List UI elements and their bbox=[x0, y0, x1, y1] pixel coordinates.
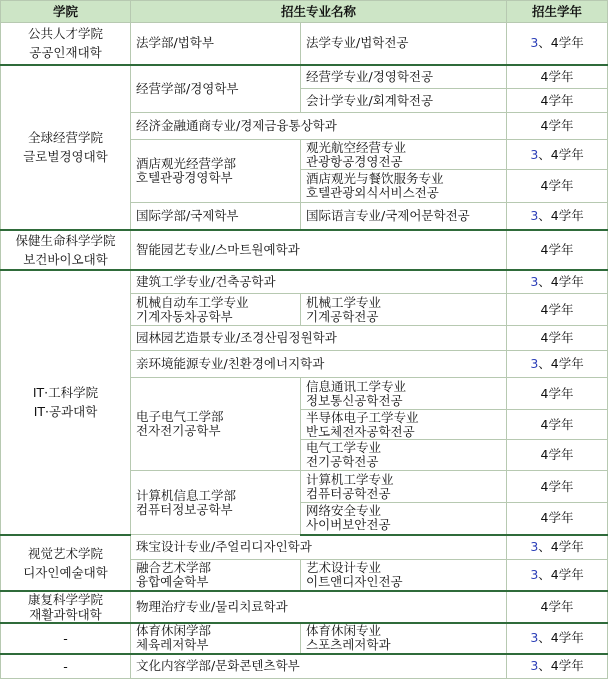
college-cell: 视觉艺术学院 디자인예술대학 bbox=[1, 535, 131, 591]
major-cell: 半导体电子工学专业 반도체전자공학전공 bbox=[301, 410, 507, 440]
major-cell: 体育休闲专业 스포츠레저학과 bbox=[301, 623, 507, 654]
table-row bbox=[1, 270, 608, 294]
dept-cell: 融合艺术学部 융합예술학부 bbox=[131, 560, 301, 591]
dept-cell: 机械自动车工学专业 기계자동차공학부 bbox=[131, 294, 301, 326]
major-cell: 网络安全专业 사이버보안전공 bbox=[301, 503, 507, 535]
major-cell: 观光航空经营专业 관광항공경영전공 bbox=[301, 140, 507, 170]
years-cell: 3、4学年 bbox=[507, 351, 608, 378]
college-cell: IT·工科学院 IT·공과대학 bbox=[1, 270, 131, 535]
table-row bbox=[1, 230, 608, 270]
table-row bbox=[1, 654, 608, 679]
major-cell: 酒店观光与餐饮服务专业 호텔관광외식서비스전공 bbox=[301, 170, 507, 203]
dept-cell: 经营学部/경영학부 bbox=[131, 65, 301, 113]
years-cell: 4学年 bbox=[507, 440, 608, 471]
years-cell: 3、4学年 bbox=[507, 535, 608, 560]
college-cell: 保健生命科学学院 보건바이오대학 bbox=[1, 230, 131, 270]
major-cell: 艺术设计专业 이트앤디자인전공 bbox=[301, 560, 507, 591]
header-row bbox=[1, 1, 608, 23]
years-cell: 4学年 bbox=[507, 591, 608, 623]
dept-cell: 珠宝设计专业/주얼리디자인학과 bbox=[131, 535, 507, 560]
years-cell: 4学年 bbox=[507, 89, 608, 113]
college-cell: 康复科学学院 재활과학대학 bbox=[1, 591, 131, 623]
years-cell: 4学年 bbox=[507, 113, 608, 140]
years-cell: 4学年 bbox=[507, 378, 608, 410]
years-cell: 3、4学年 bbox=[507, 203, 608, 230]
years-cell: 4学年 bbox=[507, 170, 608, 203]
years-cell: 3、4学年 bbox=[507, 623, 608, 654]
table-row bbox=[1, 535, 608, 560]
dept-cell: 计算机信息工学部 컴퓨터정보공학부 bbox=[131, 471, 301, 535]
years-cell: 4学年 bbox=[507, 65, 608, 89]
college-cell: - bbox=[1, 654, 131, 679]
major-cell: 经营学专业/경영학전공 bbox=[301, 65, 507, 89]
college-cell: 公共人才学院 공공인재대학 bbox=[1, 23, 131, 65]
dept-cell: 建筑工学专业/건축공학과 bbox=[131, 270, 507, 294]
dept-cell: 国际学部/국제학부 bbox=[131, 203, 301, 230]
years-cell: 3、4学年 bbox=[507, 23, 608, 65]
table-row bbox=[1, 23, 608, 65]
dept-cell: 电子电气工学部 전자전기공학부 bbox=[131, 378, 301, 471]
major-cell: 法学专业/법학전공 bbox=[301, 23, 507, 65]
dept-cell: 经济金融通商专业/경제금융통상학과 bbox=[131, 113, 507, 140]
years-cell: 3、4学年 bbox=[507, 654, 608, 679]
major-cell: 电气工学专业 전기공학전공 bbox=[301, 440, 507, 471]
years-cell: 4学年 bbox=[507, 230, 608, 270]
major-cell: 信息通讯工学专业 정보통신공학전공 bbox=[301, 378, 507, 410]
dept-cell: 智能园艺专业/스마트원예학과 bbox=[131, 230, 507, 270]
years-cell: 3、4学年 bbox=[507, 140, 608, 170]
years-cell: 4学年 bbox=[507, 410, 608, 440]
dept-cell: 法学部/법학부 bbox=[131, 23, 301, 65]
dept-cell: 体育休闲学部 체육레저학부 bbox=[131, 623, 301, 654]
dept-cell: 文化内容学部/문화콘텐츠학부 bbox=[131, 654, 507, 679]
major-cell: 国际语言专业/국제어문학전공 bbox=[301, 203, 507, 230]
table-row bbox=[1, 65, 608, 89]
college-cell: 全球经营学院 글로벌경영대학 bbox=[1, 65, 131, 230]
years-cell: 3、4学年 bbox=[507, 270, 608, 294]
header-college: 学院 bbox=[1, 1, 131, 23]
years-cell: 3、4学年 bbox=[507, 560, 608, 591]
header-years: 招生学年 bbox=[507, 1, 608, 23]
dept-cell: 酒店观光经营学部 호텔관광경영학부 bbox=[131, 140, 301, 203]
dept-cell: 物理治疗专业/물리치료학과 bbox=[131, 591, 507, 623]
header-major: 招生专业名称 bbox=[131, 1, 507, 23]
major-cell: 计算机工学专业 컴퓨터공학전공 bbox=[301, 471, 507, 503]
dept-cell: 园林园艺造景专业/조경산림정원학과 bbox=[131, 326, 507, 351]
major-cell: 机械工学专业 기계공학전공 bbox=[301, 294, 507, 326]
college-cell: - bbox=[1, 623, 131, 654]
table-row bbox=[1, 591, 608, 623]
table-row bbox=[1, 623, 608, 654]
years-cell: 4学年 bbox=[507, 294, 608, 326]
major-cell: 会计学专业/회계학전공 bbox=[301, 89, 507, 113]
dept-cell: 亲环境能源专业/친환경에너지학과 bbox=[131, 351, 507, 378]
years-cell: 4学年 bbox=[507, 471, 608, 503]
years-cell: 4学年 bbox=[507, 503, 608, 535]
years-cell: 4学年 bbox=[507, 326, 608, 351]
